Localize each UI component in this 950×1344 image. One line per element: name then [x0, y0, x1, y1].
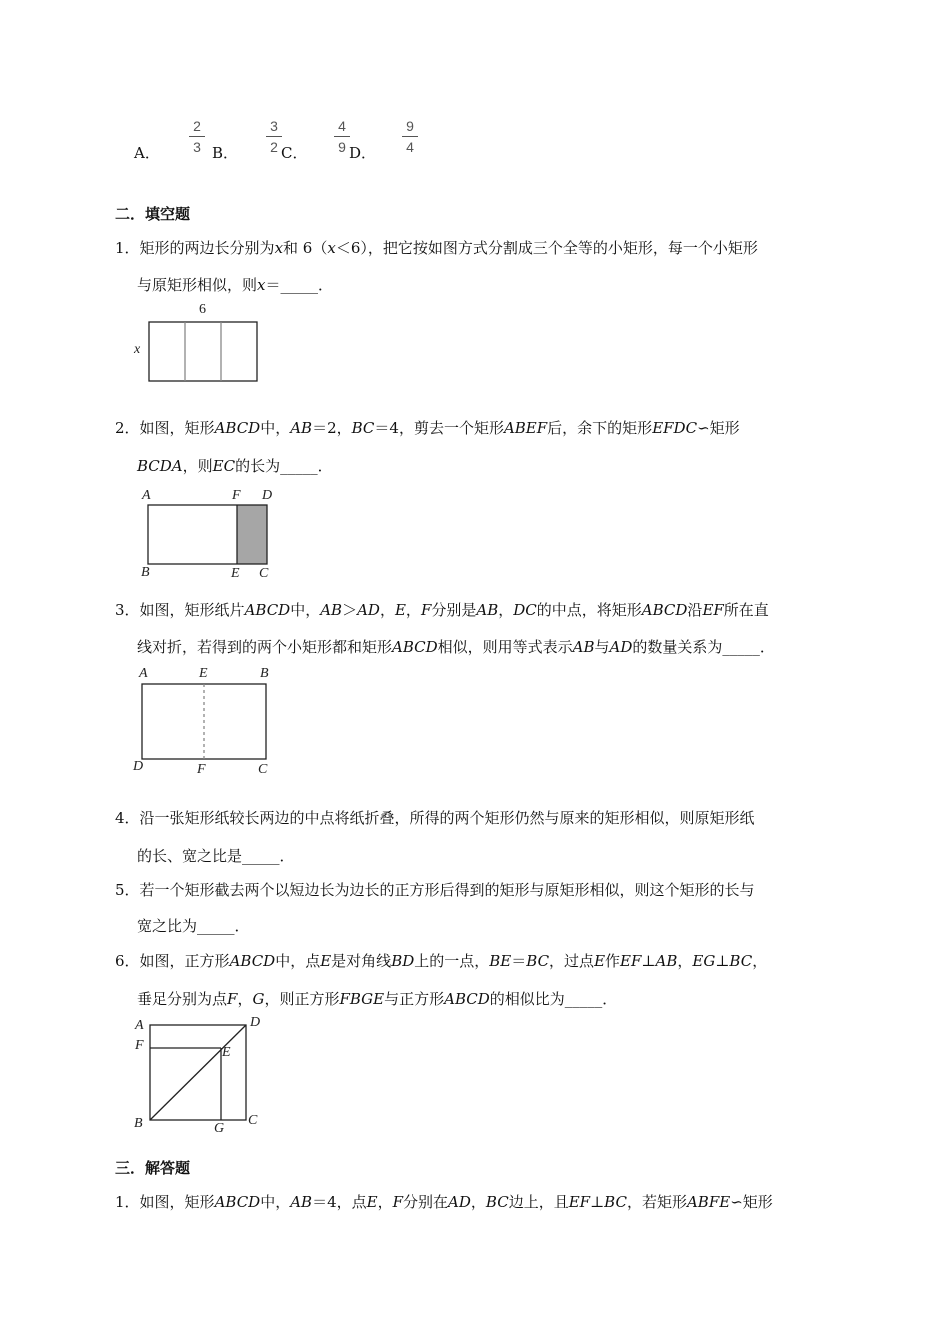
q3-label-c: C: [258, 762, 268, 777]
q2-label-b: B: [141, 565, 150, 580]
section-heading-fill-in: 二．填空题: [115, 205, 191, 223]
q6-line1: 6．如图，正方形ABCD中，点E是对角线BD上的一点，BE＝BC，过点E作EF⊥AB，EG⊥BC，: [115, 952, 768, 970]
q5-line1: 5．若一个矩形截去两个以短边长为边长的正方形后得到的矩形与原矩形相似，则这个矩形的长与: [115, 881, 755, 899]
q2-label-e: E: [231, 566, 240, 581]
fraction-b: 3 2: [266, 118, 282, 155]
section-heading-answer: 三．解答题: [115, 1159, 191, 1177]
q1-line1: 1．矩形的两边长分别为x和 6（x＜6），把它按如图方式分割成三个全等的小矩形，每一个小矩形: [115, 239, 758, 257]
choice-a: A．: [134, 144, 160, 162]
q2-line1: 2．如图，矩形ABCD中，AB＝2，BC＝4，剪去一个矩形ABEF后，余下的矩形EFDC∽矩形: [115, 419, 740, 437]
choice-d: D．: [349, 144, 377, 162]
q3-label-e: E: [199, 666, 208, 681]
q6-label-b: B: [134, 1116, 143, 1131]
q2-line2: BCDA，则EC的长为_____．: [137, 457, 333, 475]
q3-label-b: B: [260, 666, 269, 681]
q6-line2: 垂足分别为点F，G，则正方形FBGE与正方形ABCD的相似比为_____．: [137, 990, 618, 1008]
q6-label-f: F: [135, 1038, 144, 1053]
q4-line1: 4．沿一张矩形纸较长两边的中点将纸折叠，所得的两个矩形仍然与原来的矩形相似，则原矩形纸: [115, 809, 755, 827]
q2-label-d: D: [262, 488, 273, 503]
q2-label-a: A: [142, 488, 151, 503]
q3-label-d: D: [133, 759, 144, 774]
q3-line2: 线对折，若得到的两个小矩形都和矩形ABCD相似，则用等式表示AB与AD的数量关系为_____．: [137, 638, 775, 656]
q2-label-c: C: [259, 566, 269, 581]
fraction-d: 9 4: [402, 118, 418, 155]
q3-line1: 3．如图，矩形纸片ABCD中，AB＞AD，E，F分别是AB，DC的中点，将矩形ABCD沿EF所在直: [115, 601, 769, 619]
q6-label-d: D: [250, 1015, 261, 1030]
q6-label-e: E: [222, 1045, 231, 1060]
q4-line2: 的长、宽之比是_____．: [137, 847, 295, 865]
q6-label-c: C: [248, 1113, 258, 1128]
fraction-a: 2 3: [189, 118, 205, 155]
p1-line1: 1．如图，矩形ABCD中，AB＝4，点E，F分别在AD，BC边上，且EF⊥BC，若矩形ABFE∽矩形: [115, 1193, 773, 1211]
fraction-c: 4 9: [334, 118, 350, 155]
q3-label-a: A: [139, 666, 148, 681]
q1-figure-side-label: x: [134, 342, 141, 357]
q6-diagonal-bd: [150, 1025, 246, 1120]
q1-figure-top-label: 6: [199, 302, 206, 317]
q3-label-f: F: [197, 762, 206, 777]
q6-label-g: G: [214, 1121, 225, 1136]
choice-c: C．: [281, 144, 308, 162]
q1-line2: 与原矩形相似，则x＝_____．: [137, 276, 333, 294]
q6-label-a: A: [135, 1018, 144, 1033]
choice-b: B．: [212, 144, 239, 162]
q2-label-f: F: [232, 488, 241, 503]
q5-line2: 宽之比为_____．: [137, 917, 250, 935]
